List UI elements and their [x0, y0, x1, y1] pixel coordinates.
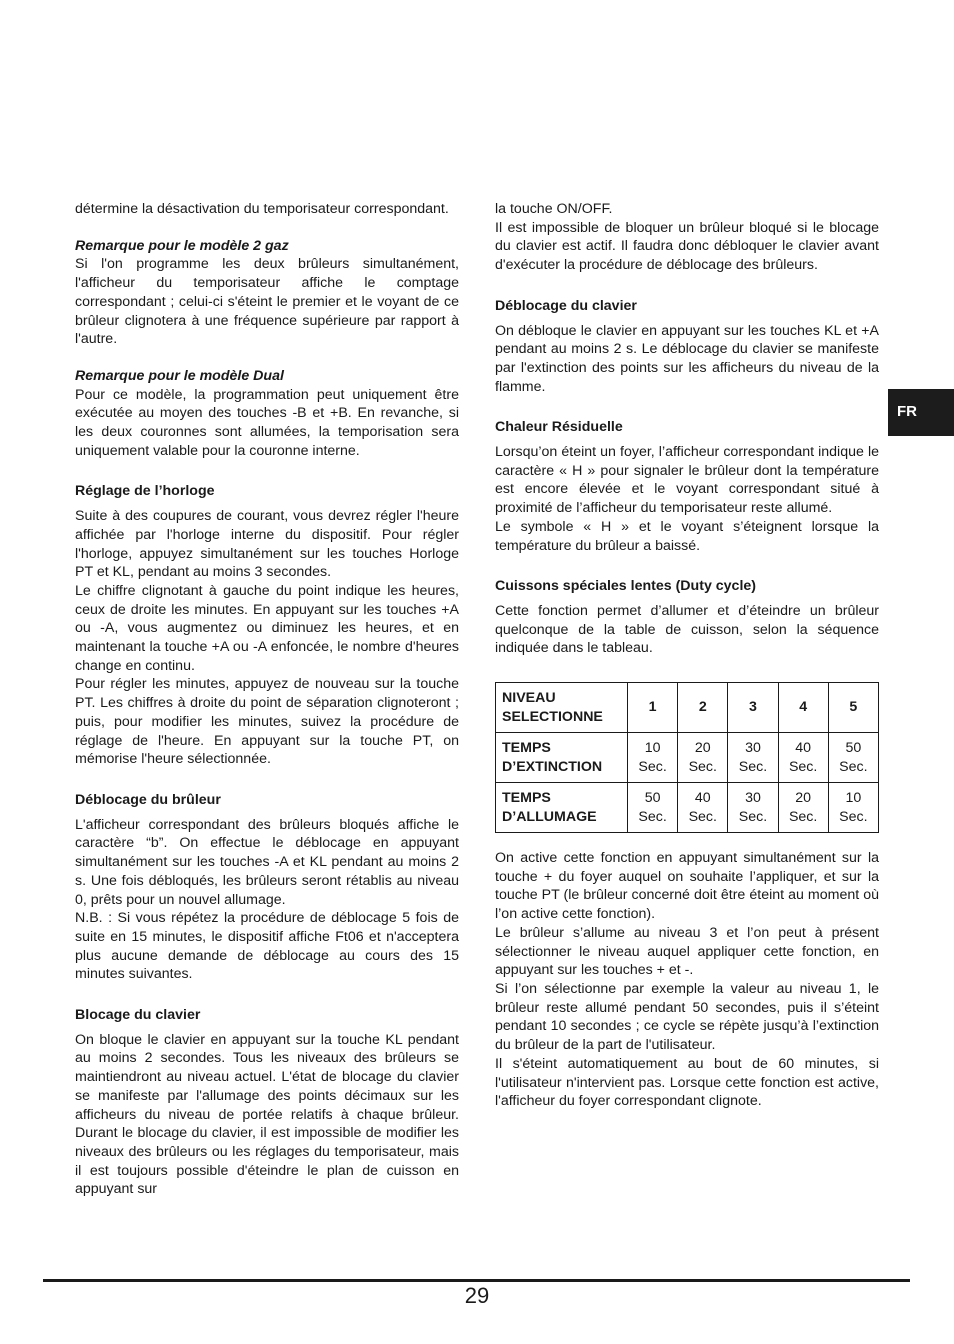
table-cell: 30 Sec.: [728, 733, 778, 783]
table-cell: 10 Sec.: [628, 733, 678, 783]
duty-cycle-heading: Cuissons spéciales lentes (Duty cycle): [495, 578, 757, 595]
table-cell: 3: [728, 683, 778, 733]
duty-cycle-table: [495, 682, 879, 833]
horloge-paragraph-2: Le chiffre clignotant à gauche du point indique les heures, ceux de droite les minutes. En appuyant sur les touches +A ou -A, vous augmentez ou diminuez les heures, et en maintenant la touche +A ou -A enfoncée, le nombre d'heures change en continu.: [75, 582, 459, 674]
table-cell: 40 Sec.: [678, 783, 728, 833]
deblocage-bruleur-section: [75, 791, 459, 984]
table-cell: 20 Sec.: [678, 733, 728, 783]
language-tab: FR: [888, 389, 954, 436]
deblocage-bruleur-paragraph-1: L'afficheur correspondant des brûleurs bloqués affiche le caractère “b”. On effectue le déblocage en appuyant simultanément sur les touches -A et KL pendant au moins 2 s. Une fois débloqués, les brûleurs seront rétablis au niveau 0, prêts pour un nouvel allumage.: [75, 816, 459, 908]
continuation-paragraph-1: la touche ON/OFF.: [495, 201, 613, 217]
table-cell: 1: [628, 683, 678, 733]
remark-2gaz-section: [75, 237, 459, 349]
remark-2gaz-title: Remarque pour le modèle 2 gaz: [75, 237, 289, 254]
blocage-clavier-heading: Blocage du clavier: [75, 1007, 201, 1024]
table-row: [496, 783, 879, 833]
table-row: [496, 733, 879, 783]
remark-2gaz-text: Si l'on programme les deux brûleurs simultanément, l'afficheur du temporisateur affiche le comptage correspondant ; celui-ci s'éteint le premier et le voyant de ce brûleur clignotera à une fréquence supérieure par rapport à l'autre.: [75, 256, 459, 348]
table-row-label: TEMPS D’EXTINCTION: [496, 733, 628, 783]
horloge-paragraph-1: Suite à des coupures de courant, vous devrez régler l'heure affichée par l'horloge interne du dispositif. Pour régler l'horloge, appuyez simultanément sur les touches Horloge PT et KL, pendant au moins 3 secondes.: [75, 508, 459, 581]
duty-cycle-paragraph-3: Le brûleur s’allume au niveau 3 et l’on peut à présent sélectionner le niveau auquel appliquer cette fonction, en appuyant sur les touches + et -.: [495, 924, 879, 979]
table-row: [496, 683, 879, 733]
chaleur-paragraph-2: Le symbole « H » et le voyant s’éteignent lorsque la température du brûleur a baissé.: [495, 518, 879, 554]
page-number: 29: [464, 1283, 490, 1308]
continuation-paragraph-2: Il est impossible de bloquer un brûleur bloqué si le blocage du clavier est actif. Il faudra donc débloquer le clavier avant d'exécuter la procédure de déblocage des brûleurs.: [495, 219, 879, 274]
table-cell: 2: [678, 683, 728, 733]
table-cell: 20 Sec.: [778, 783, 828, 833]
blocage-clavier-paragraph-1: On bloque le clavier en appuyant sur la touche KL pendant au moins 2 secondes. Tous les niveaux des brûleurs se maintiendront au niveau actuel. L'état de blocage du clavier se manifeste par l'allumage des points décimaux sur les afficheurs du niveau de portée relatifs à chaque brûleur. Durant le blocage du clavier, il est impossible de modifier les niveaux des brûleurs ou les réglages du temporisateur, mais il est toujours possible d'éteindre le plan de cuisson en appuyant sur: [75, 1031, 459, 1198]
table-cell: 50 Sec.: [828, 733, 878, 783]
table-row-label: TEMPS D’ALLUMAGE: [496, 783, 628, 833]
duty-cycle-paragraph-5: Il s'éteint automatiquement au bout de 60 minutes, si l'utilisateur n'intervient pas. Lorsque cette fonction est active, l'afficheur du foyer correspondant clignote.: [495, 1055, 879, 1110]
remark-dual-title: Remarque pour le modèle Dual: [75, 367, 284, 384]
table-cell: 50 Sec.: [628, 783, 678, 833]
remark-dual-section: [75, 367, 459, 461]
table-cell: 40 Sec.: [778, 733, 828, 783]
horloge-heading: Réglage de l’horloge: [75, 483, 215, 500]
duty-cycle-paragraph-2: On active cette fonction en appuyant simultanément sur la touche + du foyer auquel on souhaite l’appliquer, et sur la touche PT (le brûleur concerné doit être éteint au moment où l’on active cette fonction).: [495, 850, 879, 923]
deblocage-clavier-section: [495, 297, 879, 397]
table-cell: 30 Sec.: [728, 783, 778, 833]
table-cell: 4: [778, 683, 828, 733]
duty-cycle-section: [495, 577, 879, 1111]
table-cell: 5: [828, 683, 878, 733]
horloge-paragraph-3: Pour régler les minutes, appuyez de nouveau sur la touche PT. Les chiffres à droite du point de séparation clignoteront ; puis, pour modifier les minutes, suivez la procédure de réglage de l'heure. En appuyant sur la touche PT, on mémorise l'heure sélectionnée.: [75, 676, 459, 768]
remark-dual-text: Pour ce modèle, la programmation peut uniquement être exécutée au moyen des touches -B et +B. En revanche, si les deux couronnes sont allumées, la temporisation sera uniquement valable pour la couronne interne.: [75, 386, 459, 459]
chaleur-section: [495, 418, 879, 555]
deblocage-clavier-paragraph-1: On débloque le clavier en appuyant sur les touches KL et +A pendant au moins 2 s. Le déblocage du clavier se manifeste par l'extinction des points sur les afficheurs du niveau de la flamme.: [495, 322, 879, 395]
blocage-clavier-section: [75, 1006, 459, 1199]
deblocage-bruleur-paragraph-2: N.B. : Si vous répétez la procédure de déblocage 5 fois de suite en 15 minutes, le dispositif affiche Ft06 et n'acceptera plus aucune demande de déblocage au cours des 15 minutes suivantes.: [75, 910, 459, 983]
chaleur-paragraph-1: Lorsqu’on éteint un foyer, l’afficheur correspondant indique le caractère « H » pour signaler le brûleur dont la température est encore élevée et le voyant correspondant situé à proximité de l’afficheur du temporisateur reste allumé.: [495, 444, 879, 517]
duty-cycle-paragraph-4: Si l’on sélectionne par exemple la valeur au niveau 1, le brûleur reste allumé pendant 50 secondes, puis il s’éteint pendant 10 secondes ; ce cycle se répète jusqu’à l’extinction du brûleur de la part de l'utilisateur.: [495, 980, 879, 1054]
right-column: [495, 200, 879, 1111]
deblocage-clavier-heading: Déblocage du clavier: [495, 297, 637, 314]
chaleur-heading: Chaleur Résiduelle: [495, 419, 623, 436]
intro-paragraph: détermine la désactivation du temporisateur correspondant.: [75, 201, 449, 217]
left-column: [75, 200, 459, 1199]
deblocage-bruleur-heading: Déblocage du brûleur: [75, 791, 221, 808]
table-row-label: NIVEAU SELECTIONNE: [496, 683, 628, 733]
table-cell: 10 Sec.: [828, 783, 878, 833]
duty-cycle-paragraph-1: Cette fonction permet d’allumer et d’éteindre un brûleur quelconque de la table de cuisson, selon la séquence indiquée dans le tableau.: [495, 602, 879, 657]
horloge-section: [75, 482, 459, 769]
